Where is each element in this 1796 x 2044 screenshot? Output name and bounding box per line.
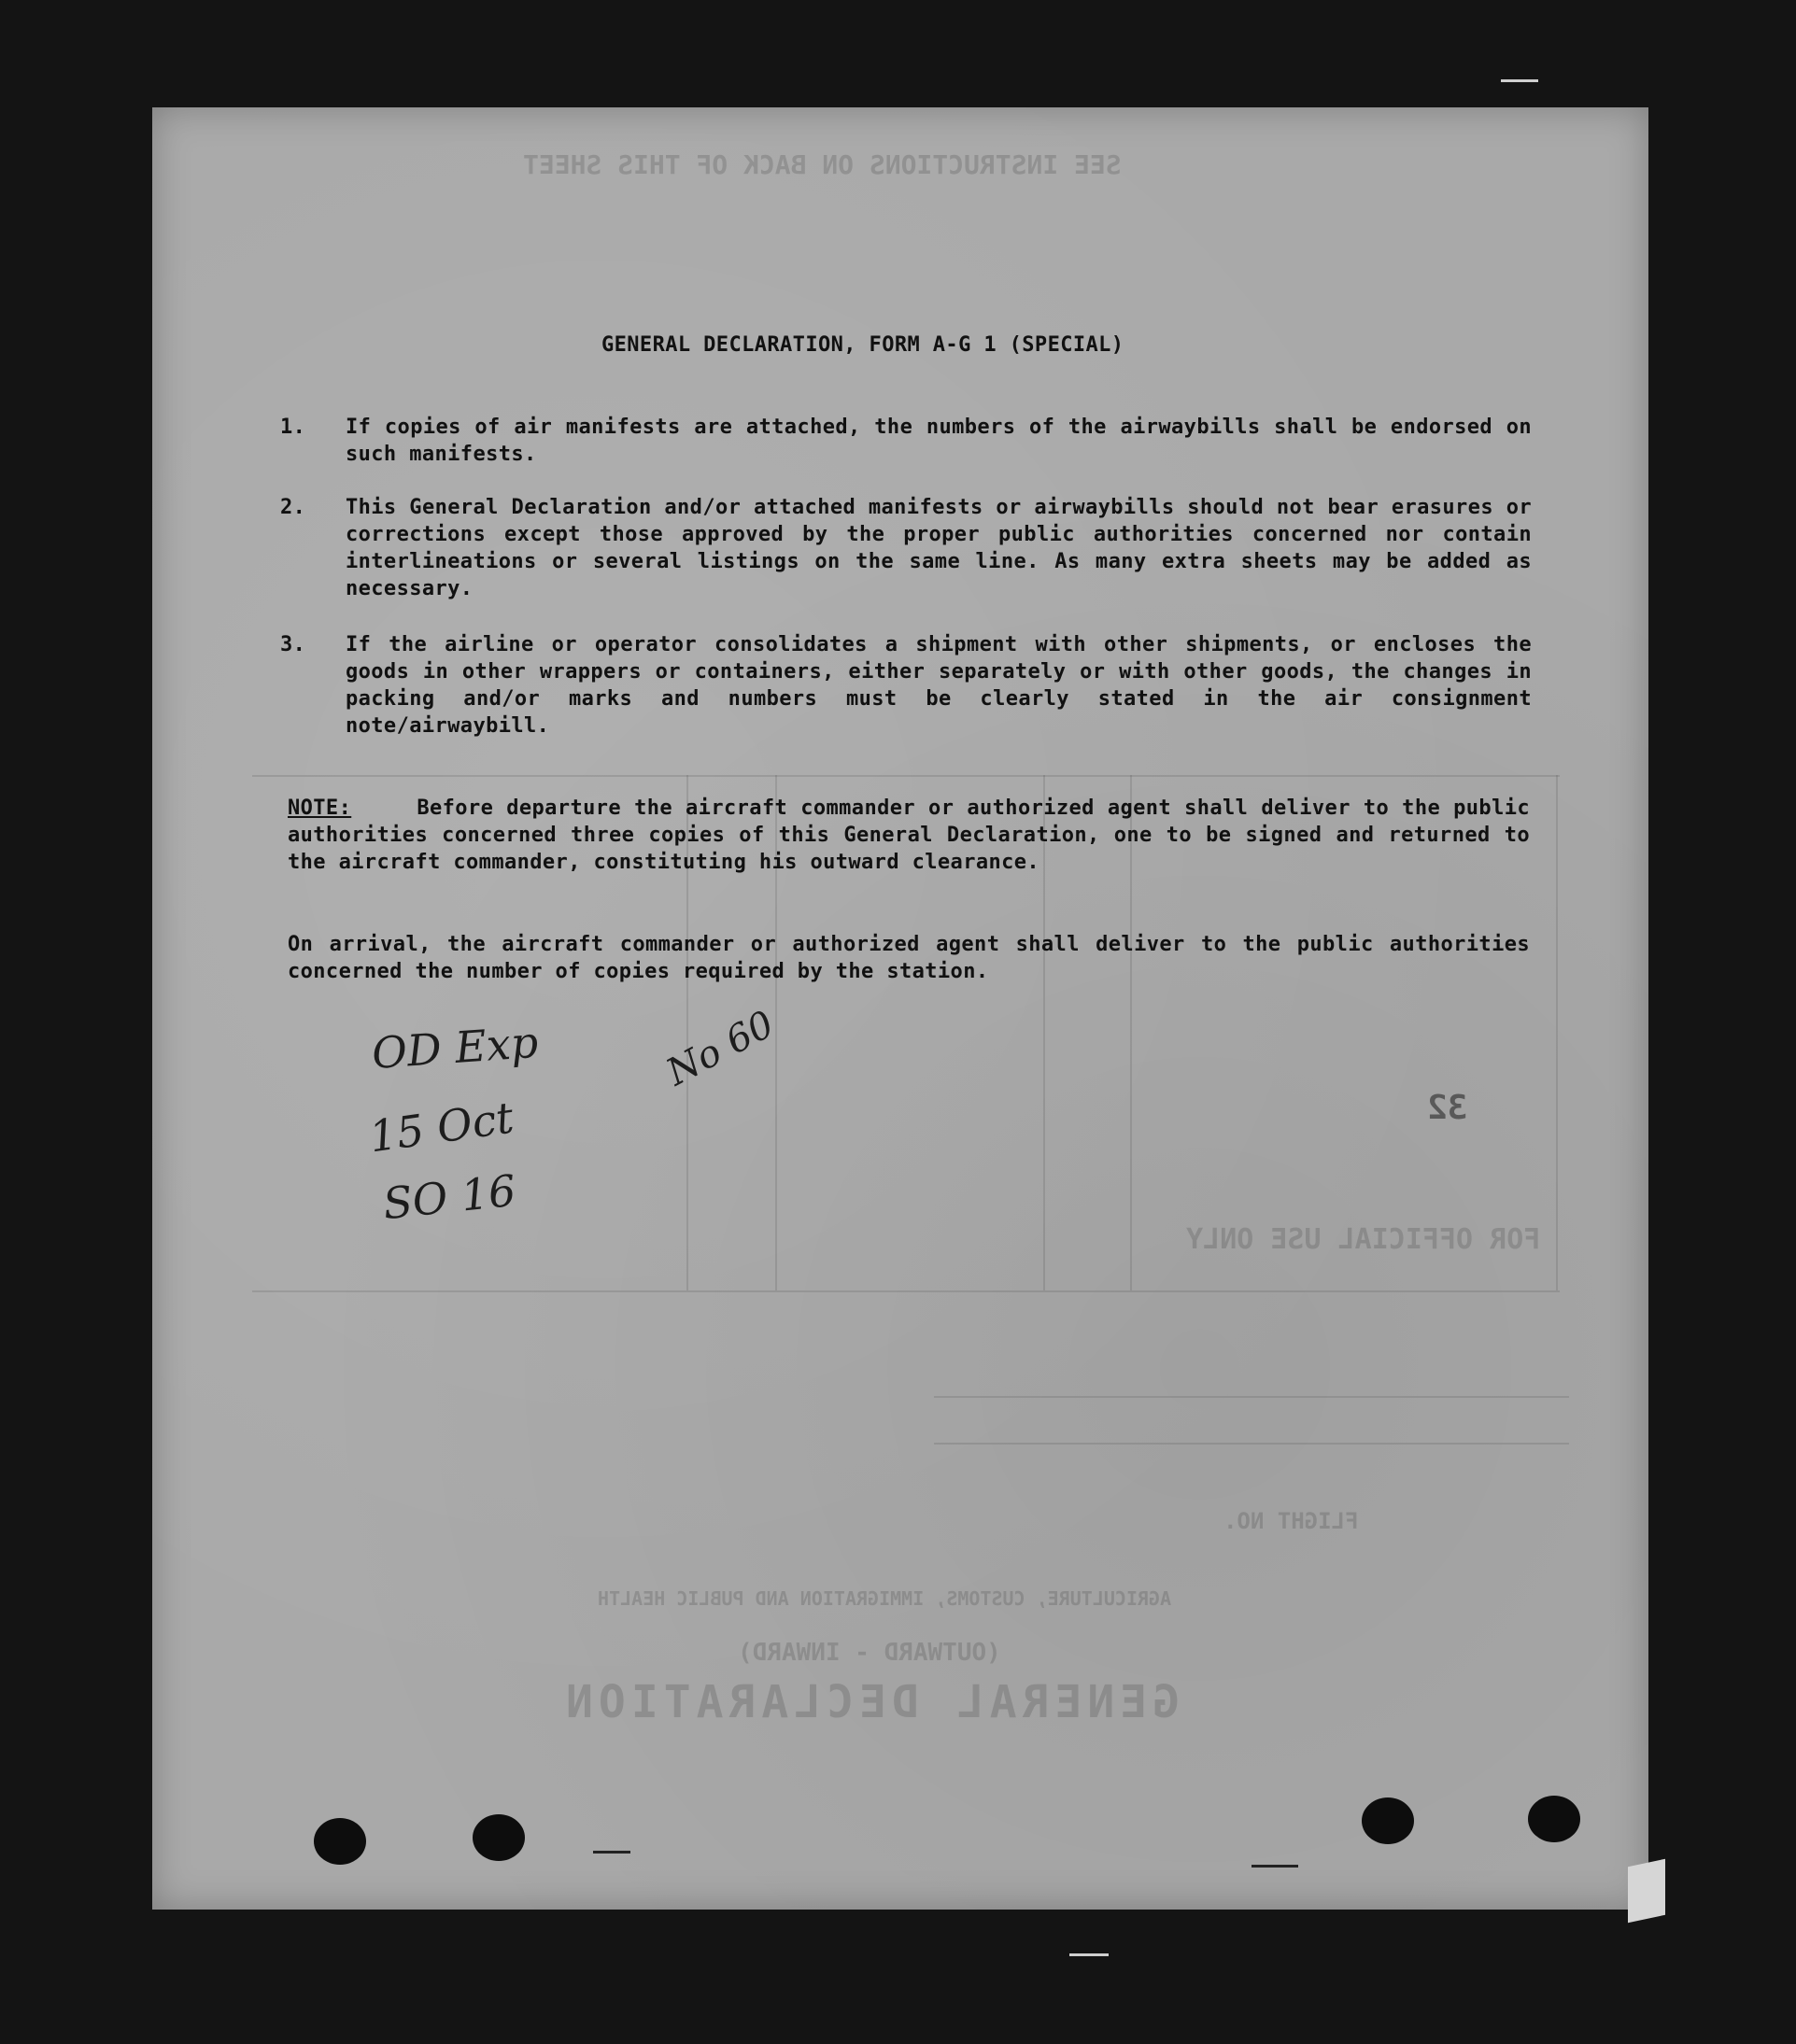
bleed-outward-inward: (OUTWARD - INWARD) xyxy=(738,1639,1001,1667)
instruction-item xyxy=(280,414,1532,470)
punch-hole xyxy=(473,1814,525,1861)
bleed-subheading: AGRICULTURE, CUSTOMS, IMMIGRATION AND PUBLIC HEALTH xyxy=(598,1587,1172,1610)
instruction-item xyxy=(280,631,1532,743)
bleed-rule xyxy=(252,775,1560,777)
bleed-official-use: FOR OFFICIAL USE ONLY xyxy=(1186,1223,1541,1256)
note-label: NOTE: xyxy=(288,796,352,820)
item-text: If copies of air manifests are attached, the numbers of the airwaybills shall be endorsed on such manifests. xyxy=(346,416,1532,466)
bleed-top-heading: SEE INSTRUCTIONS ON BACK OF THIS SHEET xyxy=(523,149,1122,180)
item-text: If the airline or operator consolidates a shipment with other shipments, or encloses the goods in other wrappers or containers, either separately or with other goods, the changes in packing and/or marks and numbers must be clearly stated in the air consignment note/airwaybill. xyxy=(346,633,1532,738)
handwriting-note: 15 Oct xyxy=(365,1092,517,1163)
bleed-rule xyxy=(934,1443,1569,1445)
arrival-paragraph: On arrival, the aircraft commander or authorized agent shall deliver to the public authorities concerned the number of copies required by the station. xyxy=(288,933,1530,983)
bleed-flight-no: FLIGHT NO. xyxy=(1223,1508,1359,1534)
stray-mark xyxy=(1069,1953,1109,1956)
punch-hole xyxy=(1362,1797,1414,1844)
note-paragraph xyxy=(288,795,1530,876)
bleed-rule xyxy=(252,1290,1560,1292)
bleed-rule xyxy=(1556,775,1558,1290)
stray-mark xyxy=(1252,1865,1298,1868)
handwriting-note: No 60 xyxy=(659,1002,782,1095)
instruction-item xyxy=(280,494,1532,606)
bleed-rule xyxy=(934,1396,1569,1398)
handwriting-note: SO 16 xyxy=(380,1164,518,1230)
item-number: 1. xyxy=(280,416,306,439)
form-title: GENERAL DECLARATION, FORM A-G 1 (SPECIAL) xyxy=(601,333,1124,357)
stray-mark xyxy=(1501,79,1538,82)
note-text: Before departure the aircraft commander or authorized agent shall deliver to the public authorities concerned three copies of this General Declaration, one to be signed and returned to the aircraft commander, constituting his outward clearance. xyxy=(288,796,1531,874)
item-number: 2. xyxy=(280,496,306,519)
punch-hole xyxy=(1528,1796,1580,1842)
stray-mark xyxy=(593,1851,630,1854)
bleed-stamp-number: 32 xyxy=(1427,1089,1468,1127)
punch-hole xyxy=(314,1818,366,1865)
handwriting-note: OD Exp xyxy=(370,1016,540,1079)
item-number: 3. xyxy=(280,633,306,656)
bleed-declaration-heading: GENERAL DECLARATION xyxy=(560,1676,1181,1728)
folded-corner xyxy=(1628,1859,1665,1924)
item-text: This General Declaration and/or attached manifests or airwaybills should not bear erasures or corrections except those approved by the proper public authorities concerned nor contain interlineations or several listings on the same line. As many extra sheets may be added as necessary. xyxy=(346,496,1532,600)
